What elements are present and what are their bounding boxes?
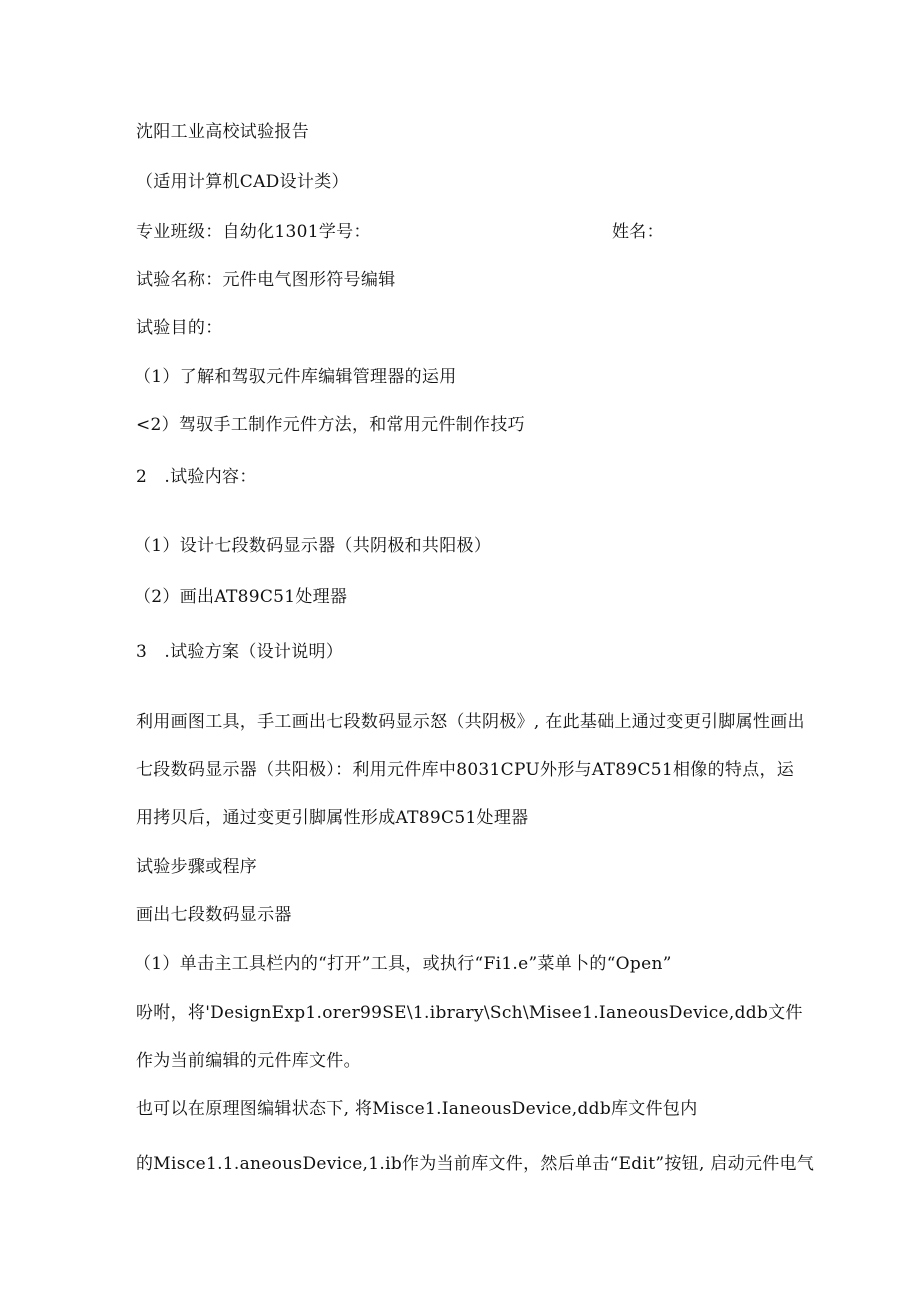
step-line-3: 作为当前编辑的元件库文件。: [136, 1051, 361, 1071]
plan-paragraph-line-3: 用拷贝后，通过变更引脚属性形成AT89C51处理器: [136, 808, 529, 828]
content-heading: 2 .试验内容：: [136, 467, 257, 487]
steps-heading: 试验步骤或程序: [136, 857, 258, 877]
report-title: 沈阳工业高校试验报告: [136, 122, 309, 142]
plan-paragraph-line-2: 七段数码显示器（共阳极）：利用元件库中8031CPU外形与AT89C51相像的特点，运: [136, 760, 795, 780]
name-label: 姓名：: [612, 222, 664, 242]
report-subtitle: （适用计算机CAD设计类）: [136, 172, 349, 192]
purpose-item-1: （1）了解和驾驭元件库编辑管理器的运用: [134, 367, 457, 387]
step-line-4: 也可以在原理图编辑状态下, 将Misce1.IaneousDevice,ddb库文件包内: [136, 1099, 698, 1119]
steps-subheading: 画出七段数码显示器: [136, 905, 292, 925]
experiment-name: 试验名称：元件电气图形符号编辑: [136, 270, 396, 290]
step-line-5: 的Misce1.1.aneousDevice,1.ib作为当前库文件，然后单击“Edit”按钮, 启动元件电气: [136, 1154, 815, 1174]
plan-heading: 3 .试验方案（设计说明）: [136, 642, 344, 662]
class-info-line: [136, 221, 836, 243]
step-line-2: 吩咐，将'DesignExp1.orer99SE\1.ibrary\Sch\Misee1.IaneousDevice,ddb文件: [136, 1003, 803, 1023]
class-label: 专业班级：自幼化1301学号：: [136, 222, 371, 242]
content-item-2: （2）画出AT89C51处理器: [134, 587, 348, 607]
purpose-item-2: <2）驾驭手工制作元件方法，和常用元件制作技巧: [136, 415, 525, 435]
content-item-1: （1）设计七段数码显示器（共阴极和共阳极）: [134, 536, 492, 556]
plan-paragraph-line-1: 利用画图工具，手工画出七段数码显示怒（共阴极》, 在此基础上通过变更引脚属性画出: [136, 712, 805, 732]
purpose-heading: 试验目的：: [136, 318, 223, 338]
step-line-1: （1）单击主工具栏内的“打开”工具，或执行“Fi1.e”菜单卜的“Open”: [134, 954, 672, 974]
